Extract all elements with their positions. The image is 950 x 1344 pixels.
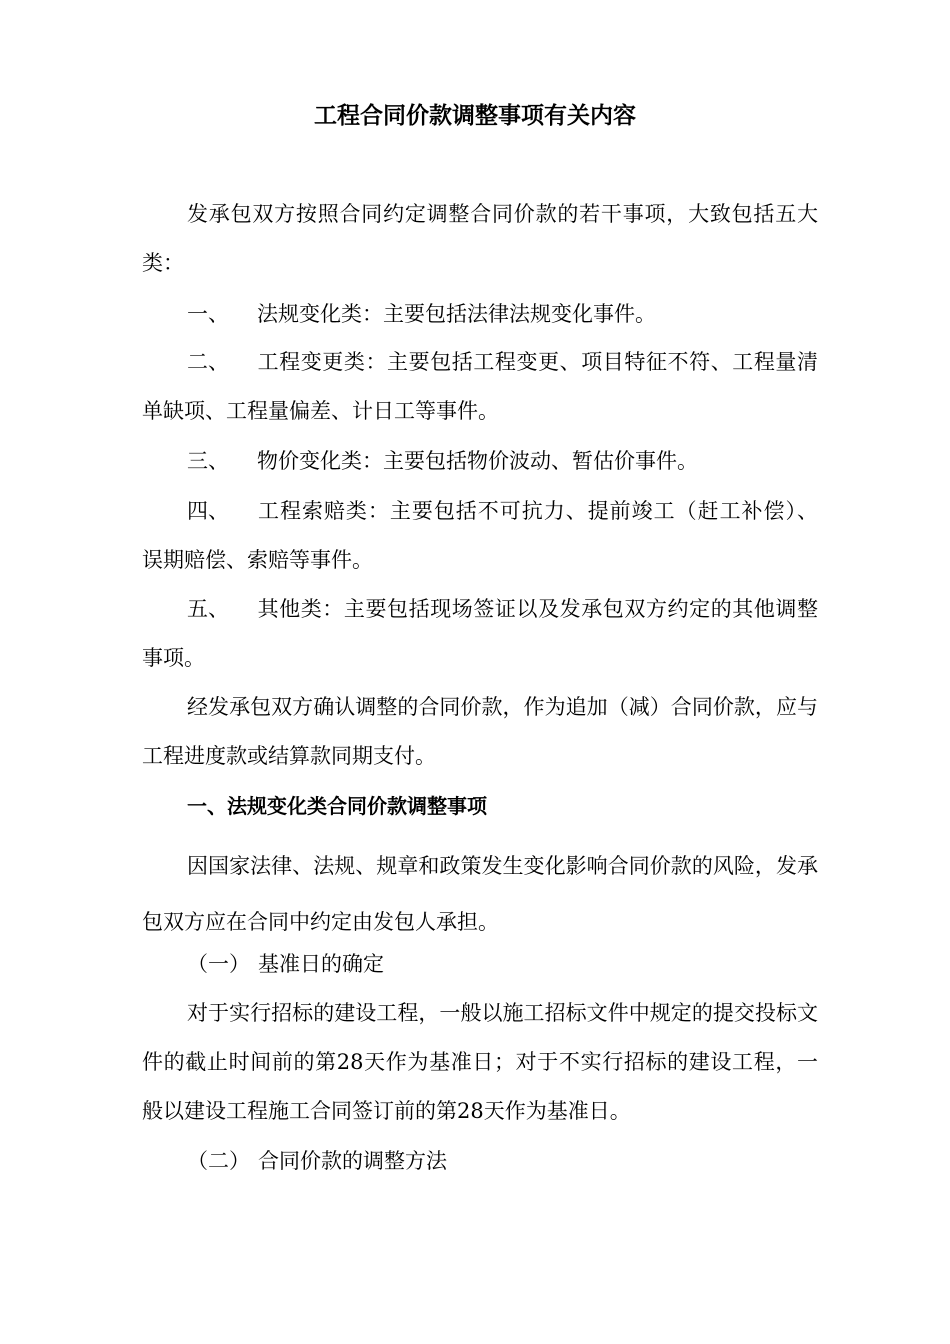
category-number: 二、 (187, 350, 229, 374)
category-text: 其他类：主要包括现场签证以及发承包双方约定的其他调整 事项。 (142, 597, 818, 670)
subsection-heading-1 (187, 940, 384, 989)
category-text: 物价变化类：主要包括物价波动、暂估价事件。 (257, 449, 698, 473)
confirm-paragraph: 经发承包双方确认调整的合同价款，作为追加（减）合同价款，应与工程进度款或结算款同期支付。 (142, 695, 818, 768)
baseline-date-paragraph: 对于实行招标的建设工程，一般以施工招标文件中规定的提交投标文件的截止时间前的第28天作为基准日；对于不实行招标的建设工程，一般以建设工程施工合同签订前的第28天作为基准日。 (142, 1001, 818, 1123)
category-number: 五、 (187, 597, 229, 621)
document-title: 工程合同价款调整事项有关内容 (314, 103, 636, 129)
category-item-4 (142, 487, 818, 585)
subsection-number: （二） (187, 1149, 250, 1173)
category-text: 工程索赔类：主要包括不可抗力、提前竣工（赶工补偿）、 误期赔偿、索赔等事件。 (142, 499, 818, 572)
intro-paragraph: 发承包双方按照合同约定调整合同价款的若干事项，大致包括五大类： (142, 202, 818, 275)
category-item-5 (142, 585, 818, 683)
subsection-heading-2 (187, 1137, 447, 1186)
category-text: 工程变更类：主要包括工程变更、项目特征不符、工程量清 单缺项、工程量偏差、计日工等事件。 (142, 350, 818, 423)
subsection-title: 基准日的确定 (258, 952, 384, 976)
category-item-2 (142, 338, 818, 436)
section-heading: 一、法规变化类合同价款调整事项 (187, 794, 487, 818)
category-text: 法规变化类：主要包括法律法规变化事件。 (257, 302, 656, 326)
category-number: 四、 (187, 499, 229, 523)
section-paragraph: 因国家法律、法规、规章和政策发生变化影响合同价款的风险，发承包双方应在合同中约定由发包人承担。 (142, 854, 818, 934)
category-item-3 (142, 437, 818, 486)
category-number: 一、 (187, 302, 229, 326)
subsection-title: 合同价款的调整方法 (258, 1149, 447, 1173)
subsection-number: （一） (187, 952, 250, 976)
category-item-1 (142, 290, 818, 339)
category-number: 三、 (187, 449, 229, 473)
